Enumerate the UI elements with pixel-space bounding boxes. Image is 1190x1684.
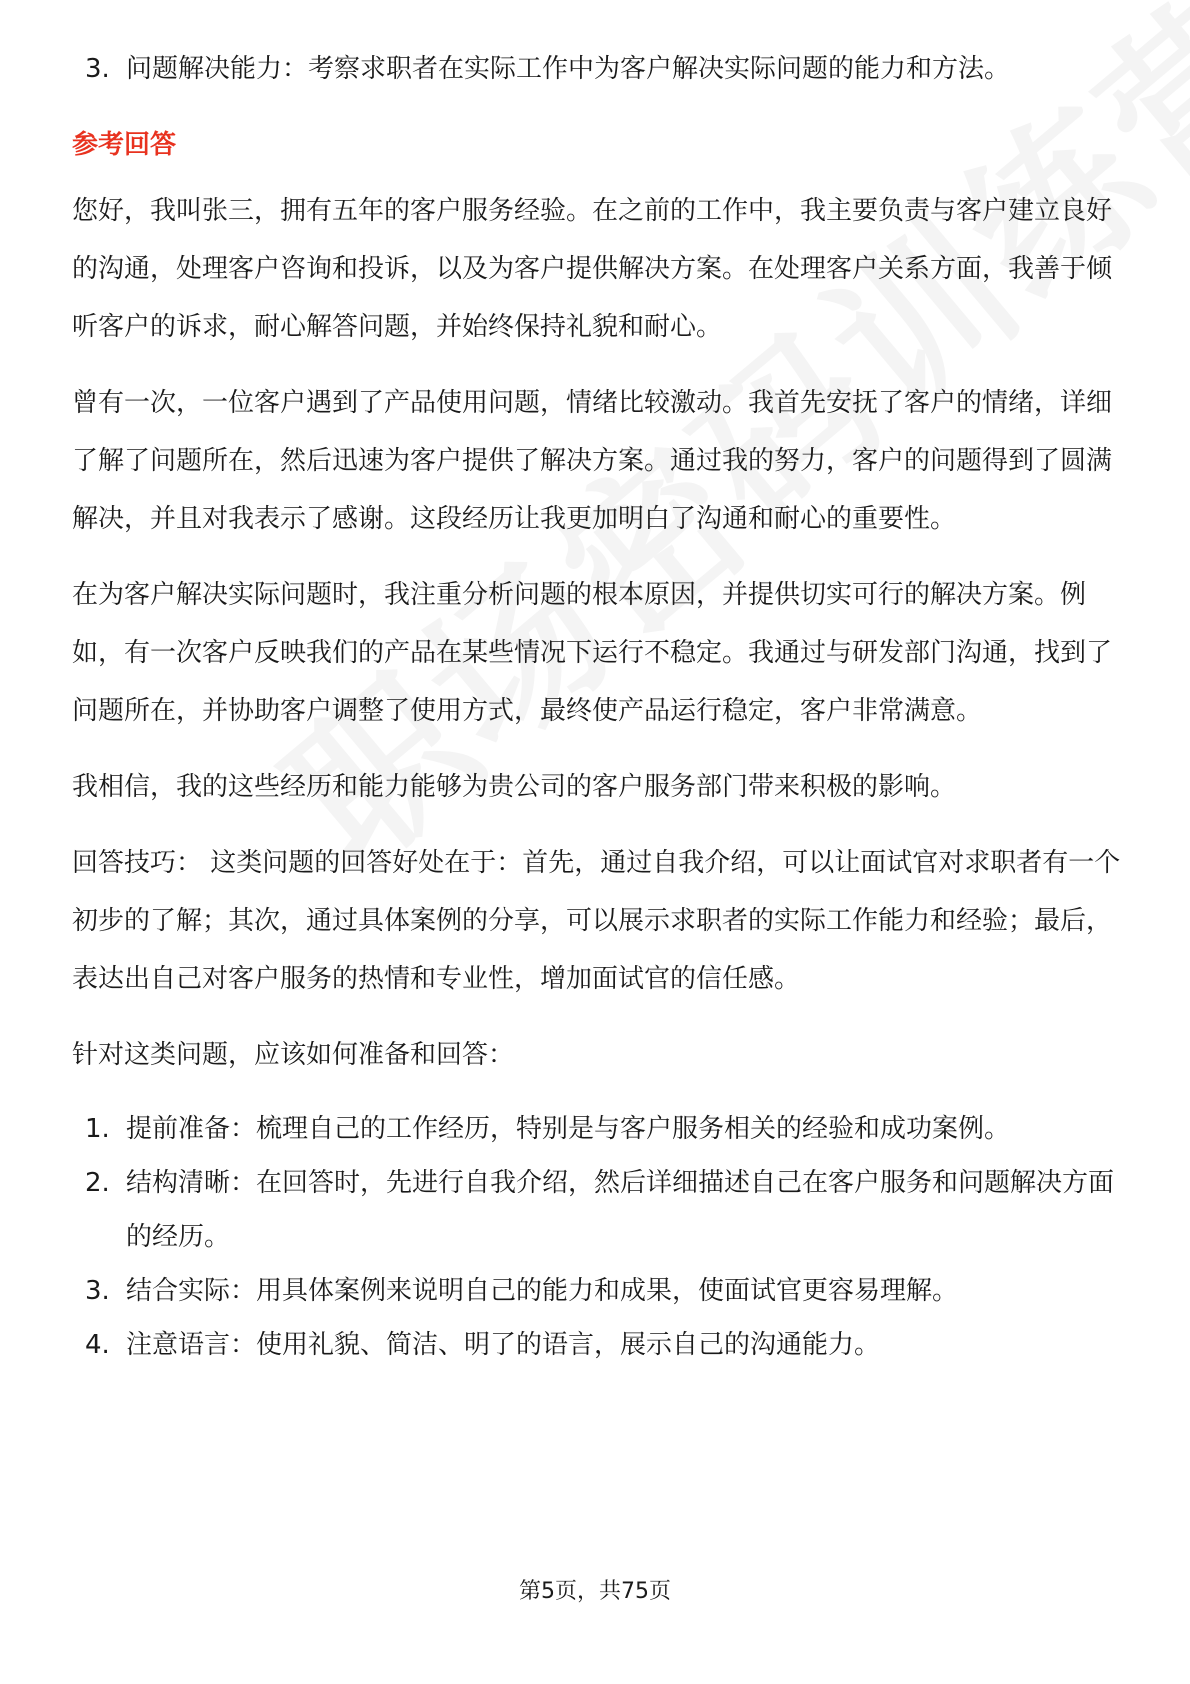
item-number: 3. — [85, 1276, 110, 1306]
item-text: 结构清晰：在回答时，先进行自我介绍，然后详细描述自己在客户服务和问题解决方面的经历。 — [126, 1168, 1115, 1252]
list-item — [72, 1156, 1122, 1264]
answer-paragraph: 您好，我叫张三，拥有五年的客户服务经验。在之前的工作中，我主要负责与客户建立良好的沟通，处理客户咨询和投诉，以及为客户提供解决方案。在处理客户关系方面，我善于倾听客户的诉求，耐心解答问题，并始终保持礼貌和耐心。 — [72, 196, 1113, 342]
list-item — [72, 1264, 1122, 1318]
item-text: 提前准备：梳理自己的工作经历，特别是与客户服务相关的经验和成功案例。 — [126, 1114, 1011, 1144]
answer-paragraph: 在为客户解决实际问题时，我注重分析问题的根本原因，并提供切实可行的解决方案。例如，有一次客户反映我们的产品在某些情况下运行不稳定。我通过与研发部门沟通，找到了问题所在，并协助客户调整了使用方式，最终使产品运行稳定，客户非常满意。 — [72, 580, 1113, 726]
item-number: 4. — [85, 1330, 110, 1360]
tips-paragraph: 回答技巧： 这类问题的回答好处在于：首先，通过自我介绍，可以让面试官对求职者有一个初步的了解；其次，通过具体案例的分享，可以展示求职者的实际工作能力和经验；最后，表达出自己对客户服务的热情和专业性，增加面试官的信任感。 — [72, 848, 1121, 994]
list-item — [72, 1318, 1122, 1372]
list-item — [72, 1102, 1122, 1156]
item-number: 1. — [85, 1114, 110, 1144]
item-number: 2. — [85, 1168, 110, 1198]
answer-paragraph: 曾有一次，一位客户遇到了产品使用问题，情绪比较激动。我首先安抚了客户的情绪，详细了解了问题所在，然后迅速为客户提供了解决方案。通过我的努力，客户的问题得到了圆满解决，并且对我表示了感谢。这段经历让我更加明白了沟通和耐心的重要性。 — [72, 388, 1113, 534]
reference-answer-heading: 参考回答 — [72, 130, 177, 160]
answer-paragraph: 我相信，我的这些经历和能力能够为贵公司的客户服务部门带来积极的影响。 — [72, 772, 957, 802]
item-text: 注意语言：使用礼貌、简洁、明了的语言，展示自己的沟通能力。 — [126, 1330, 881, 1360]
preparation-intro: 针对这类问题，应该如何准备和回答： — [72, 1040, 515, 1070]
item-number: 3. — [85, 54, 110, 84]
page-content — [72, 46, 1122, 1372]
item-text: 问题解决能力：考察求职者在实际工作中为客户解决实际问题的能力和方法。 — [126, 54, 1011, 84]
item-text: 结合实际：用具体案例来说明自己的能力和成果，使面试官更容易理解。 — [126, 1276, 959, 1306]
page-number-footer: 第5页，共75页 — [519, 1579, 671, 1604]
preparation-steps-list — [72, 1102, 1122, 1372]
evaluation-point-item — [72, 46, 1122, 92]
